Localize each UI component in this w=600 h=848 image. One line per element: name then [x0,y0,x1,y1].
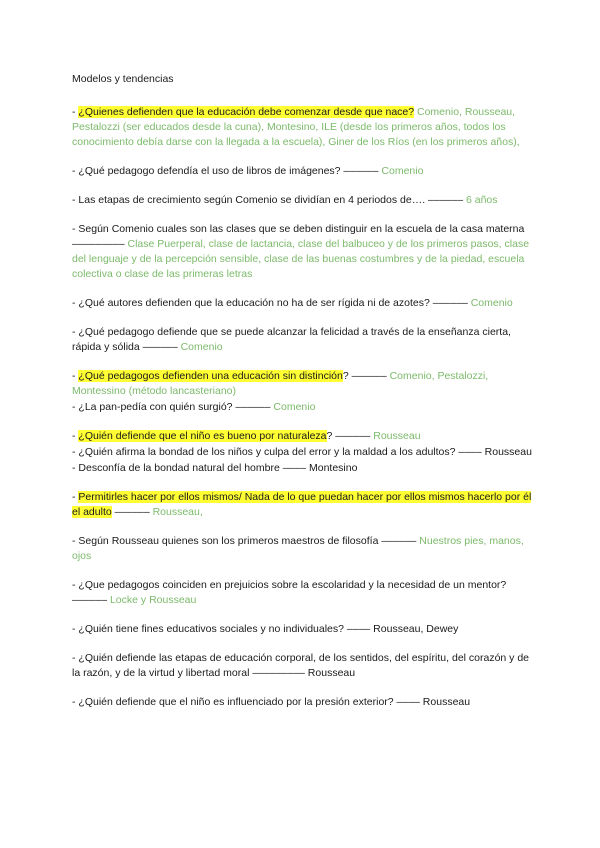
answer-text: Comenio, Rousseau, Pestalozzi (ser educados desde la cuna), Montesino, ILE (desde los primeros años, todos los conocimiento debía darse con la llegada a la escuela), Giner de los Ríos (en los primeros años), [72,106,520,148]
list-item: - ¿Quién defiende que el niño es influenciado por la presión exterior? –––– Rousseau [72,696,471,708]
highlighted-text: Permitirles hacer por ellos mismos/ Nada de lo que puedan hacer por ellos mismos hacerlo por él el adulto [72,491,532,518]
document-page [72,72,532,724]
highlighted-text: ¿Quienes defienden que la educación debe comenzar desde que nace? [78,106,415,118]
answer-text: Clase Puerperal, clase de lactancia, clase del balbuceo y de los primeros pasos, clase del lenguaje y de la percepción sensible, clase de las buenas costumbres y de la piedad, escuela colectiva o clase de las primeras letras [72,238,530,280]
answer-text: 6 años [466,194,498,206]
list-item: - ¿La pan-pedía con quién surgió? –––––– Comenio [72,401,316,413]
answer-text: Comenio [470,297,513,309]
highlighted-text: ¿Quién defiende que el niño es bueno por naturaleza [78,430,327,442]
answer-text: Comenio [381,165,424,177]
answer-text: Nuestros pies, manos, ojos [72,535,524,562]
list-item: - Según Comenio cuales son las clases que se deben distinguir en la escuela de la casa materna ––––––––– Clase Puerperal, clase de lactancia, clase del balbuceo y de los primeros pasos, clase del lenguaje y de la percepción sensible, clase de las buenas costumbres y de la piedad, escuela colectiva o clase de las primeras letras [72,223,530,280]
answer-text: Comenio [180,341,223,353]
list-item: - ¿Quienes defienden que la educación debe comenzar desde que nace? Comenio, Rousseau, Pestalozzi (ser educados desde la cuna), Montesino, ILE (desde los primeros años, todos los conocimiento debía darse con la llegada a la escuela), Giner de los Ríos (en los primeros años), [72,106,520,148]
answer-text: Locke y Rousseau [109,594,197,606]
list-item: - ¿Quién afirma la bondad de los niños y culpa del error y la maldad a los adultos? –––– Rousseau [72,446,532,458]
list-item: - ¿Qué autores defienden que la educación no ha de ser rígida ni de azotes? –––––– Comenio [72,297,513,309]
list-item: - ¿Quién defiende las etapas de educación corporal, de los sentidos, del espíritu, del corazón y de la razón, y de la virtud y libertad moral ––––––––– Rousseau [72,652,530,679]
answer-text: Comenio [273,401,316,413]
list-item: - ¿Qué pedagogo defendía el uso de libros de imágenes? –––––– Comenio [72,165,424,177]
answer-text: Rousseau, [152,506,203,518]
list-item: - Las etapas de crecimiento según Comenio se dividían en 4 periodos de…. –––––– 6 años [72,194,498,206]
list-item: - ¿Qué pedagogo defiende que se puede alcanzar la felicidad a través de la enseñanza cierta, rápida y sólida –––––– Comenio [72,326,511,353]
answer-text: Rousseau [373,430,421,442]
list-item: - ¿Quién tiene fines educativos sociales y no individuales? –––– Rousseau, Dewey [72,623,459,635]
list-item: - ¿Que pedagogos coinciden en prejuicios sobre la escolaridad y la necesidad de un mentor? –––––– Locke y Rousseau [72,579,507,606]
answer-text: Comenio, Pestalozzi, Montessino (método lancasteriano) [72,370,489,397]
highlighted-text: ¿Qué pedagogos defienden una educación sin distinción [78,370,343,382]
list-item: - Permitirles hacer por ellos mismos/ Nada de lo que puedan hacer por ellos mismos hacerlo por él el adulto –––––– Rousseau, [72,491,532,518]
list-item: - Desconfía de la bondad natural del hombre –––– Montesino [72,462,358,474]
list-item: - Según Rousseau quienes son los primeros maestros de filosofía –––––– Nuestros pies, manos, ojos [72,535,524,562]
document-title: Modelos y tendencias [72,73,174,85]
list-item: - ¿Qué pedagogos defienden una educación sin distinción? –––––– Comenio, Pestalozzi, Montessino (método lancasteriano) [72,370,489,397]
list-item: - ¿Quién defiende que el niño es bueno por naturaleza? –––––– Rousseau [72,430,421,442]
